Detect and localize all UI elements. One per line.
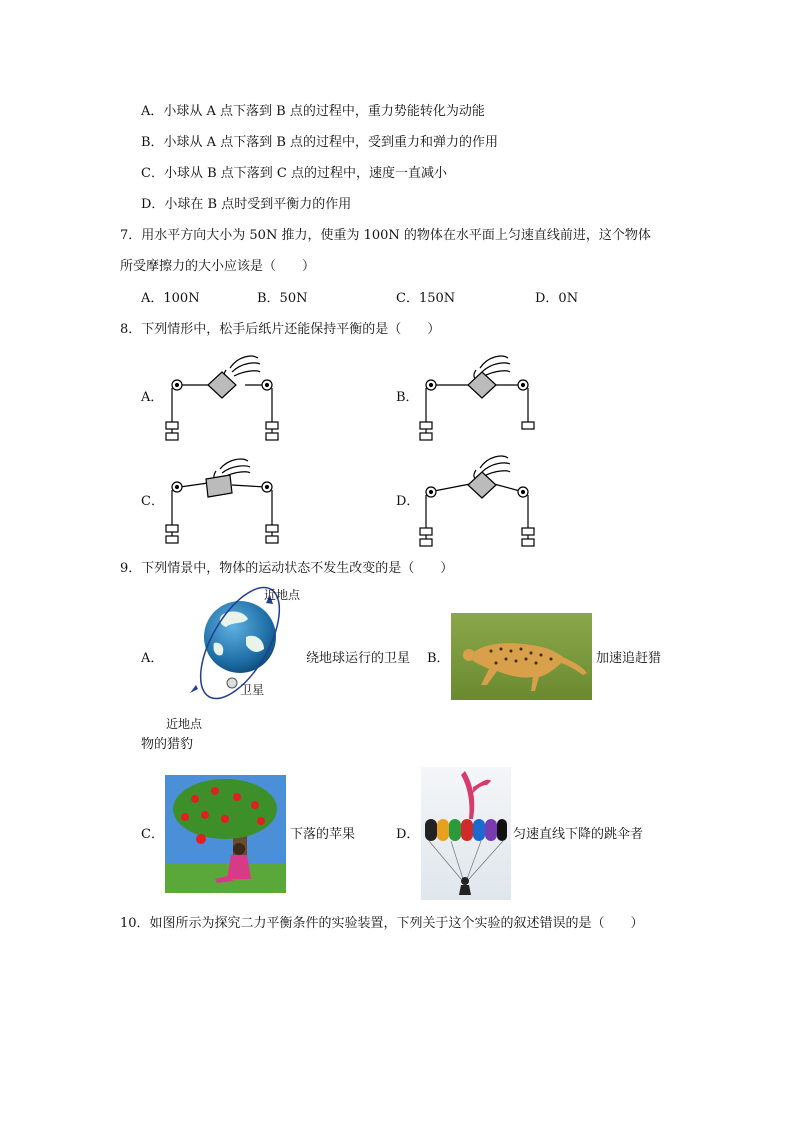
perigee-label-bottom: 近地点: [166, 717, 203, 731]
apple-tree-image: [165, 775, 286, 893]
q9-label-c: C．: [141, 827, 164, 842]
q10-stem: 10．如图所示为探究二力平衡条件的实验装置，下列关于这个实验的叙述错误的是（ ）: [120, 916, 644, 931]
q8-stem: 8．下列情形中，松手后纸片还能保持平衡的是（ ）: [120, 322, 441, 337]
q8-label-b: B．: [396, 390, 419, 405]
q7-option-b: B．50N: [257, 291, 308, 306]
q7-stem-line2: 所受摩擦力的大小应该是（ ）: [120, 259, 316, 274]
q7-option-d: D．0N: [535, 291, 579, 306]
q6-option-b: B．小球从 A 点下落到 B 点的过程中，受到重力和弹力的作用: [141, 135, 499, 150]
q7-option-c: C．150N: [396, 291, 456, 306]
satellite-label: 卫星: [240, 683, 265, 697]
q9-label-a: A．: [141, 651, 164, 666]
q6-option-c: C．小球从 B 点下落到 C 点的过程中，速度一直减小: [141, 166, 447, 181]
q9-earth-satellite-figure: [160, 585, 310, 735]
q7-option-a: A．100N: [141, 291, 200, 306]
q9-label-b: B．: [427, 651, 450, 666]
cheetah-photo: [451, 613, 592, 700]
q9-caption-a: 绕地球运行的卫星: [306, 651, 411, 666]
q8-figure-d: [418, 450, 543, 555]
perigee-label-top: 近地点: [264, 588, 301, 602]
q6-option-a: A．小球从 A 点下落到 B 点的过程中，重力势能转化为动能: [141, 104, 485, 119]
q8-label-a: A．: [141, 390, 164, 405]
q9-caption-d: 匀速直线下降的跳伞者: [513, 827, 644, 842]
q8-figure-a: [160, 350, 285, 445]
q8-label-c: C．: [141, 494, 164, 509]
q6-option-d: D．小球在 B 点时受到平衡力的作用: [141, 197, 352, 212]
earth-icon: [204, 601, 276, 673]
q7-stem-line1: 7．用水平方向大小为 50N 推力，使重为 100N 的物体在水平面上匀速直线前进，这个物体: [120, 228, 651, 243]
q8-figure-c: [160, 455, 285, 550]
q9-caption-c: 下落的苹果: [290, 827, 356, 842]
satellite-icon: [227, 678, 237, 688]
q9-caption-b-line1: 加速追赶猎: [596, 651, 662, 666]
q8-figure-b: [418, 350, 543, 445]
q8-label-d: D．: [396, 494, 420, 509]
q9-stem: 9．下列情景中，物体的运动状态不发生改变的是（ ）: [120, 561, 454, 576]
q9-caption-b-line2: 物的猎豹: [141, 737, 194, 752]
parachutist-image: [421, 767, 511, 900]
q9-label-d: D．: [396, 827, 420, 842]
